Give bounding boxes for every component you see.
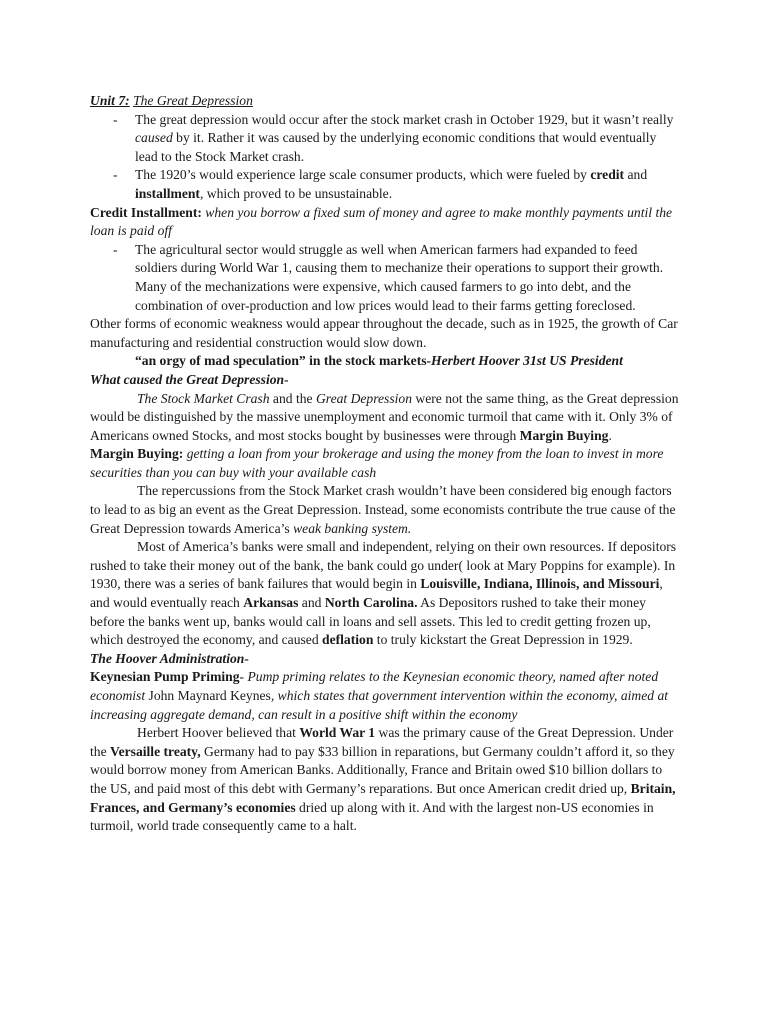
- paragraph-text: and the: [269, 390, 316, 406]
- bullet-text: by it. Rather it was caused by the underlying economic conditions that would eventually lead to the Stock Market crash.: [135, 130, 657, 164]
- section-heading-hoover-administration: The Hoover Administration-: [90, 650, 249, 666]
- section-heading-what-caused: What caused the Great Depression-: [90, 371, 289, 387]
- bullet-dash: -: [113, 167, 118, 183]
- paragraph-repercussions: [90, 482, 682, 538]
- paragraph-text: As Depositors rushed to take their money before the banks went up, banks would call in loans and sell assets. This led to credit getting frozen up, which destroyed the economy, and caused: [90, 595, 651, 648]
- paragraph-text: , and would eventually reach: [90, 576, 663, 611]
- bullet-item-agriculture: [90, 241, 682, 315]
- definition-term: Margin Buying:: [90, 446, 184, 462]
- paragraph-hoover-beliefs: [90, 724, 682, 836]
- definition-term: Credit Installment:: [90, 204, 202, 220]
- paragraph-text: was the primary cause of the Great Depression. Under the: [90, 725, 674, 759]
- hoover-quote: [90, 352, 682, 371]
- paragraph-text: dried up along with it. And with the largest non-US economies in turmoil, world trade consequently came to a halt.: [90, 799, 654, 834]
- paragraph-economic-weakness: Other forms of economic weakness would appear throughout the decade, such as in 1925, the growth of Car manufacturing and residential construction would slow down.: [90, 316, 678, 350]
- emphasis-arkansas: Arkansas: [243, 595, 299, 611]
- bullet-item-causes: [90, 111, 682, 167]
- emphasis-world-war-1: World War 1: [299, 725, 376, 741]
- term-deflation: deflation: [322, 632, 374, 648]
- bullet-text: and: [624, 167, 648, 183]
- bullet-text: The agricultural sector would struggle as well when American farmers had expanded to feed soldiers during World War 1, causing them to mechanize their operations to support their growth. Many of the mechanizations were expensive, which caused farmers to go into debt, and the combination of over-production and low prices would lead to their farms getting foreclosed.: [135, 241, 664, 313]
- quote-attribution: Herbert Hoover 31st US President: [431, 353, 623, 369]
- quote-text: “an orgy of mad speculation” in the stock markets-: [135, 353, 432, 369]
- paragraph-text: and: [298, 595, 325, 611]
- economist-name: John Maynard Keynes: [148, 688, 271, 703]
- definition-text: , which states that government intervention within the economy, aimed at increasing aggregate demand, can result in a positive shift within the economy: [90, 688, 669, 722]
- bullet-item-consumer: [90, 166, 682, 203]
- paragraph-banks: [90, 538, 682, 650]
- paragraph-text: -: [239, 669, 248, 685]
- definition-text: when you borrow a fixed sum of money and agree to make monthly payments until the loan is paid off: [90, 204, 673, 239]
- bullet-dash: -: [113, 111, 118, 127]
- paragraph-text: Most of America’s banks were small and independent, relying on their own resources. If depositors rushed to take their money out of the bank, the bank could go under( look at Mary Poppins for example). In 1930, there was a series of bank failures that would begin in: [90, 539, 677, 592]
- emphasis-versaille-treaty: Versaille treaty,: [110, 743, 201, 759]
- paragraph-text: .: [608, 427, 612, 443]
- bullet-text: The great depression would occur after the stock market crash in October 1929, but it wasn’t really: [135, 111, 674, 127]
- paragraph-text: The repercussions from the Stock Market crash wouldn’t have been considered big enough factors to lead to as big an event as the Great Depression. Instead, some economists contribute the true cause of the Great Depression towards America’s: [90, 483, 676, 536]
- document-body: [90, 92, 682, 836]
- unit-label: Unit 7:: [90, 93, 130, 108]
- emphasis-states: Louisville, Indiana, Illinois, and Missouri: [420, 576, 660, 592]
- definition-term: Keynesian Pump Priming: [90, 669, 240, 685]
- definition-margin-buying: [90, 445, 682, 482]
- emphasis-caused: caused: [135, 130, 173, 146]
- paragraph-stock-market: [90, 390, 682, 446]
- emphasis-great-depression: Great Depression: [315, 390, 412, 406]
- definition-text: getting a loan from your brokerage and using the money from the loan to invest in more securities than you can buy with your available cash: [90, 446, 664, 480]
- paragraph-text: to truly kickstart the Great Depression in 1929.: [373, 632, 633, 648]
- unit-title: The Great Depression: [133, 93, 253, 108]
- term-installment: installment: [135, 185, 200, 201]
- unit-heading: [90, 92, 682, 111]
- bullet-text: , which proved to be unsustainable.: [199, 185, 393, 201]
- bullet-text: The 1920’s would experience large scale consumer products, which were fueled by: [135, 167, 591, 183]
- emphasis-weak-banking: weak banking system.: [293, 520, 412, 536]
- term-margin-buying: Margin Buying: [519, 427, 609, 443]
- emphasis-north-carolina: North Carolina.: [324, 595, 418, 611]
- definition-keynesian-pump-priming: [90, 668, 682, 724]
- definition-credit-installment: [90, 204, 682, 241]
- definition-text: Pump priming relates to the Keynesian economic theory, named after noted economist: [90, 669, 659, 703]
- term-credit: credit: [590, 167, 625, 183]
- paragraph-text: Germany had to pay $33 billion in reparations, but Germany couldn’t afford it, so they would borrow money from American Banks. Additionally, France and Britain owed $10 billion dollars to the US, and paid most of this debt with Germany’s reparations. But once American credit dried up,: [90, 743, 675, 796]
- emphasis-stock-market-crash: The Stock Market Crash: [137, 390, 270, 406]
- paragraph-text: were not the same thing, as the Great depression would be distinguished by the massive unemployment and economic turmoil that came with it. Only 3% of Americans owned Stocks, and most stocks bought by businesses were through: [90, 390, 679, 443]
- paragraph-text: Herbert Hoover believed that: [137, 725, 300, 741]
- emphasis-economies: Britain, Frances, and Germany’s economies: [90, 780, 676, 815]
- bullet-dash: -: [113, 241, 118, 257]
